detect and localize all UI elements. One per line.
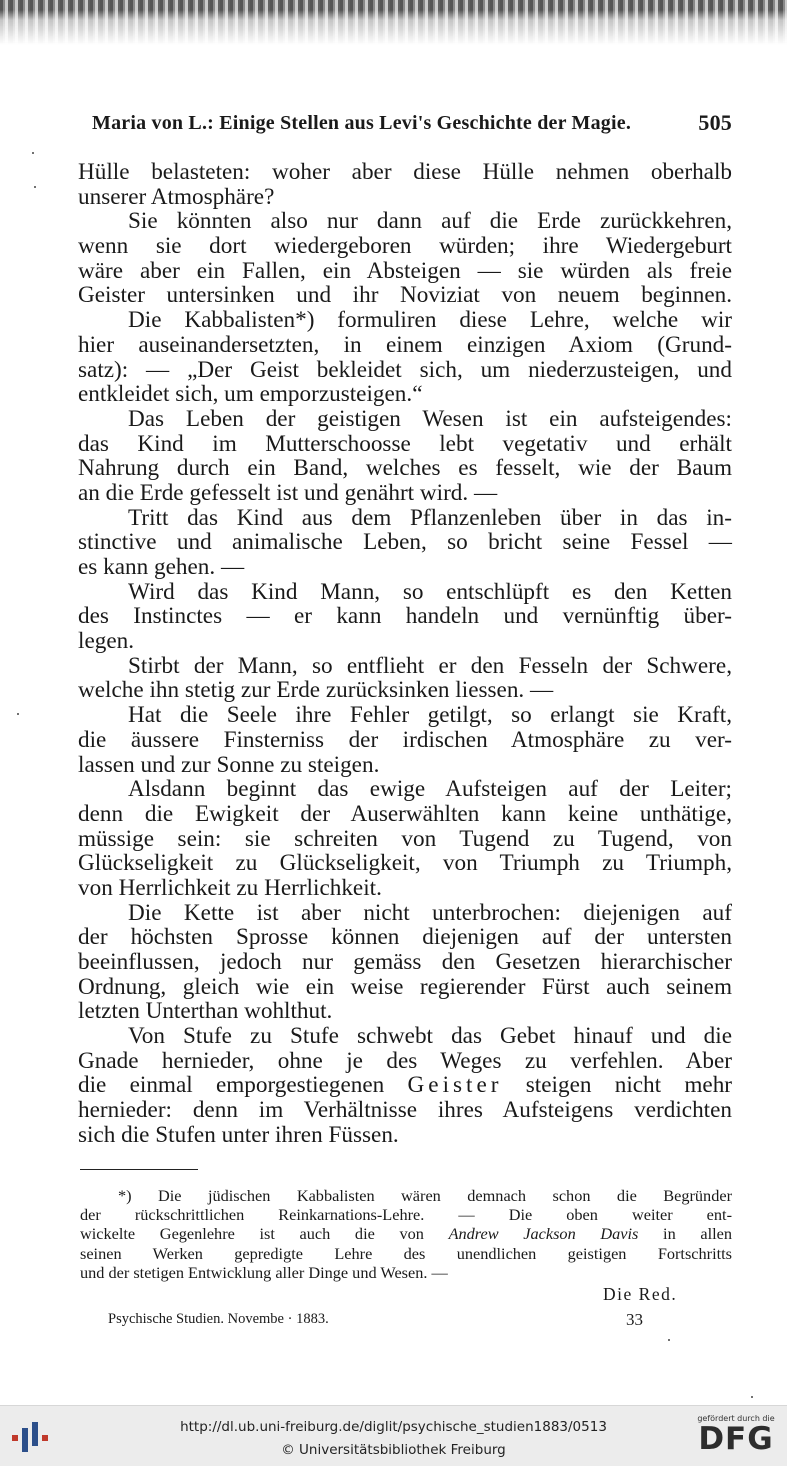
text-line: Wird das Kind Mann, so entschlüpft es den Ketten bbox=[128, 578, 732, 605]
footnote-rule bbox=[80, 1169, 198, 1170]
text-fragment: die einmal emporgestiegenen bbox=[78, 1072, 385, 1099]
text-line: letzten Unterthan wohlthut. bbox=[78, 998, 333, 1025]
footnote-line: der rückschrittlichen Reinkarnations-Lehre. — Die oben weiter ent- bbox=[80, 1205, 732, 1225]
text-fragment: in allen bbox=[663, 1224, 733, 1244]
dfg-caption: gefördert durch die bbox=[697, 1414, 775, 1423]
scan-speck bbox=[32, 152, 34, 154]
footnote-line bbox=[80, 1224, 732, 1243]
text-line: müssige sein: sie schreiten von Tugend zu Tugend, von bbox=[78, 825, 732, 852]
text-line: der höchsten Sprosse können diejenigen auf der untersten bbox=[78, 924, 732, 951]
text-line: hier auseinandersetzten, in einem einzigen Axiom (Grund- bbox=[78, 331, 732, 358]
author-name: Andrew Jackson Davis bbox=[448, 1224, 639, 1244]
footnote-line: seinen Werken gepredigte Lehre des unendlichen geistigen Fortschritts bbox=[80, 1243, 732, 1263]
scan-speck bbox=[34, 186, 36, 188]
footnote bbox=[80, 1186, 732, 1282]
text-line: an die Erde gefesselt ist und genährt wird. — bbox=[78, 479, 498, 506]
text-line: Hülle belasteten: woher aber diese Hülle nehmen oberhalb bbox=[78, 159, 732, 185]
page-footer bbox=[108, 1311, 648, 1328]
viewer-bar bbox=[0, 1405, 787, 1466]
text-line: Gnade hernieder, ohne je des Weges zu verfehlen. Aber bbox=[78, 1047, 732, 1074]
text-line: legen. bbox=[78, 628, 135, 655]
text-line bbox=[78, 1073, 732, 1098]
text-line: Nahrung durch ein Band, welches es fesselt, wie der Baum bbox=[78, 455, 732, 482]
text-line: die äussere Finsterniss der irdischen Atmosphäre zu ver- bbox=[78, 726, 732, 753]
emphasized-word: Geister bbox=[407, 1072, 503, 1099]
journal-line: Psychische Studien. Novembe · 1883. bbox=[108, 1311, 329, 1327]
text-line: Glückseligkeit zu Glückseligkeit, von Triumph zu Triumph, bbox=[78, 850, 732, 877]
text-line: stinctive und animalische Leben, so bricht seine Fessel — bbox=[78, 529, 732, 556]
copyright-notice: © Universitätsbibliothek Freiburg bbox=[281, 1442, 506, 1458]
footnote-line: und der stetigen Entwicklung aller Dinge und Wesen. — bbox=[80, 1262, 448, 1282]
footnote-line: *) Die jüdischen Kabbalisten wären demnach schon die Begründer bbox=[118, 1186, 732, 1205]
running-head bbox=[92, 112, 732, 135]
text-line: wäre aber ein Fallen, ein Absteigen — sie würden als freie bbox=[78, 257, 732, 284]
running-head-title: Maria von L.: Einige Stellen aus Levi's Geschichte der Magie. bbox=[92, 112, 632, 134]
text-line: denn die Ewigkeit der Auserwählten kann keine unthätige, bbox=[78, 800, 732, 827]
scan-speck bbox=[668, 1339, 670, 1341]
text-line: Ordnung, gleich wie ein weise regierender Fürst auch seinem bbox=[78, 973, 732, 1000]
text-line: Alsdann beginnt das ewige Aufsteigen auf der Leiter; bbox=[128, 776, 732, 803]
text-line: wenn sie dort wiedergeboren würden; ihre Wiedergeburt bbox=[78, 233, 732, 260]
document-url[interactable]: http://dl.ub.uni-freiburg.de/diglit/psychische_studien1883/0513 bbox=[180, 1419, 607, 1435]
text-line: Von Stufe zu Stufe schwebt das Gebet hinauf und die bbox=[128, 1023, 732, 1050]
text-line: Geister untersinken und ihr Noviziat von neuem beginnen. bbox=[78, 282, 732, 309]
text-line: Stirbt der Mann, so entflieht er den Fesseln der Schwere, bbox=[128, 652, 732, 679]
text-line: Die Kabbalisten*) formuliren diese Lehre, welche wir bbox=[128, 307, 732, 334]
text-line: welche ihn stetig zur Erde zurücksinken liessen. — bbox=[78, 677, 554, 704]
text-line: des Instinctes — er kann handeln und vernünftig über- bbox=[78, 603, 732, 630]
text-line: unserer Atmosphäre? bbox=[78, 183, 275, 210]
dfg-logo-text: DFG bbox=[698, 1421, 774, 1457]
scan-edge-shadow bbox=[0, 0, 787, 50]
text-line: entkleidet sich, um emporzusteigen.“ bbox=[78, 381, 423, 408]
editor-signature: Die Red. bbox=[603, 1284, 678, 1304]
text-line: Die Kette ist aber nicht unterbrochen: diejenigen auf bbox=[128, 899, 732, 926]
page-number: 505 bbox=[698, 110, 732, 135]
text-line: lassen und zur Sonne zu steigen. bbox=[78, 751, 380, 778]
text-fragment: steigen nicht mehr bbox=[525, 1072, 733, 1099]
text-fragment: wickelte Gegenlehre ist auch die von bbox=[80, 1224, 424, 1244]
text-line: Das Leben der geistigen Wesen ist ein aufsteigendes: bbox=[128, 405, 732, 432]
text-line: von Herrlichkeit zu Herrlichkeit. bbox=[78, 874, 382, 901]
text-line: hernieder: denn im Verhältnisse ihres Aufsteigens verdichten bbox=[78, 1097, 732, 1124]
text-line: das Kind im Mutterschoosse lebt vegetativ und erhält bbox=[78, 430, 732, 457]
text-line: satz): — „Der Geist bekleidet sich, um niederzusteigen, und bbox=[78, 356, 732, 383]
text-line: beeinflussen, jedoch nur gemäss den Gesetzen hierarchischer bbox=[78, 949, 732, 975]
text-line: Sie könnten also nur dann auf die Erde zurückkehren, bbox=[128, 208, 732, 235]
scan-speck bbox=[17, 713, 19, 715]
dfg-logo-icon[interactable] bbox=[693, 1414, 779, 1460]
body-text bbox=[78, 160, 732, 1148]
scan-speck bbox=[751, 1396, 753, 1398]
text-line: Hat die Seele ihre Fehler getilgt, so erlangt sie Kraft, bbox=[128, 702, 732, 729]
signature-mark: 33 bbox=[626, 1310, 643, 1329]
text-line: es kann gehen. — bbox=[78, 554, 245, 580]
text-line: sich die Stufen unter ihren Füssen. bbox=[78, 1121, 399, 1148]
text-line: Tritt das Kind aus dem Pflanzenleben über in das in- bbox=[128, 504, 732, 531]
